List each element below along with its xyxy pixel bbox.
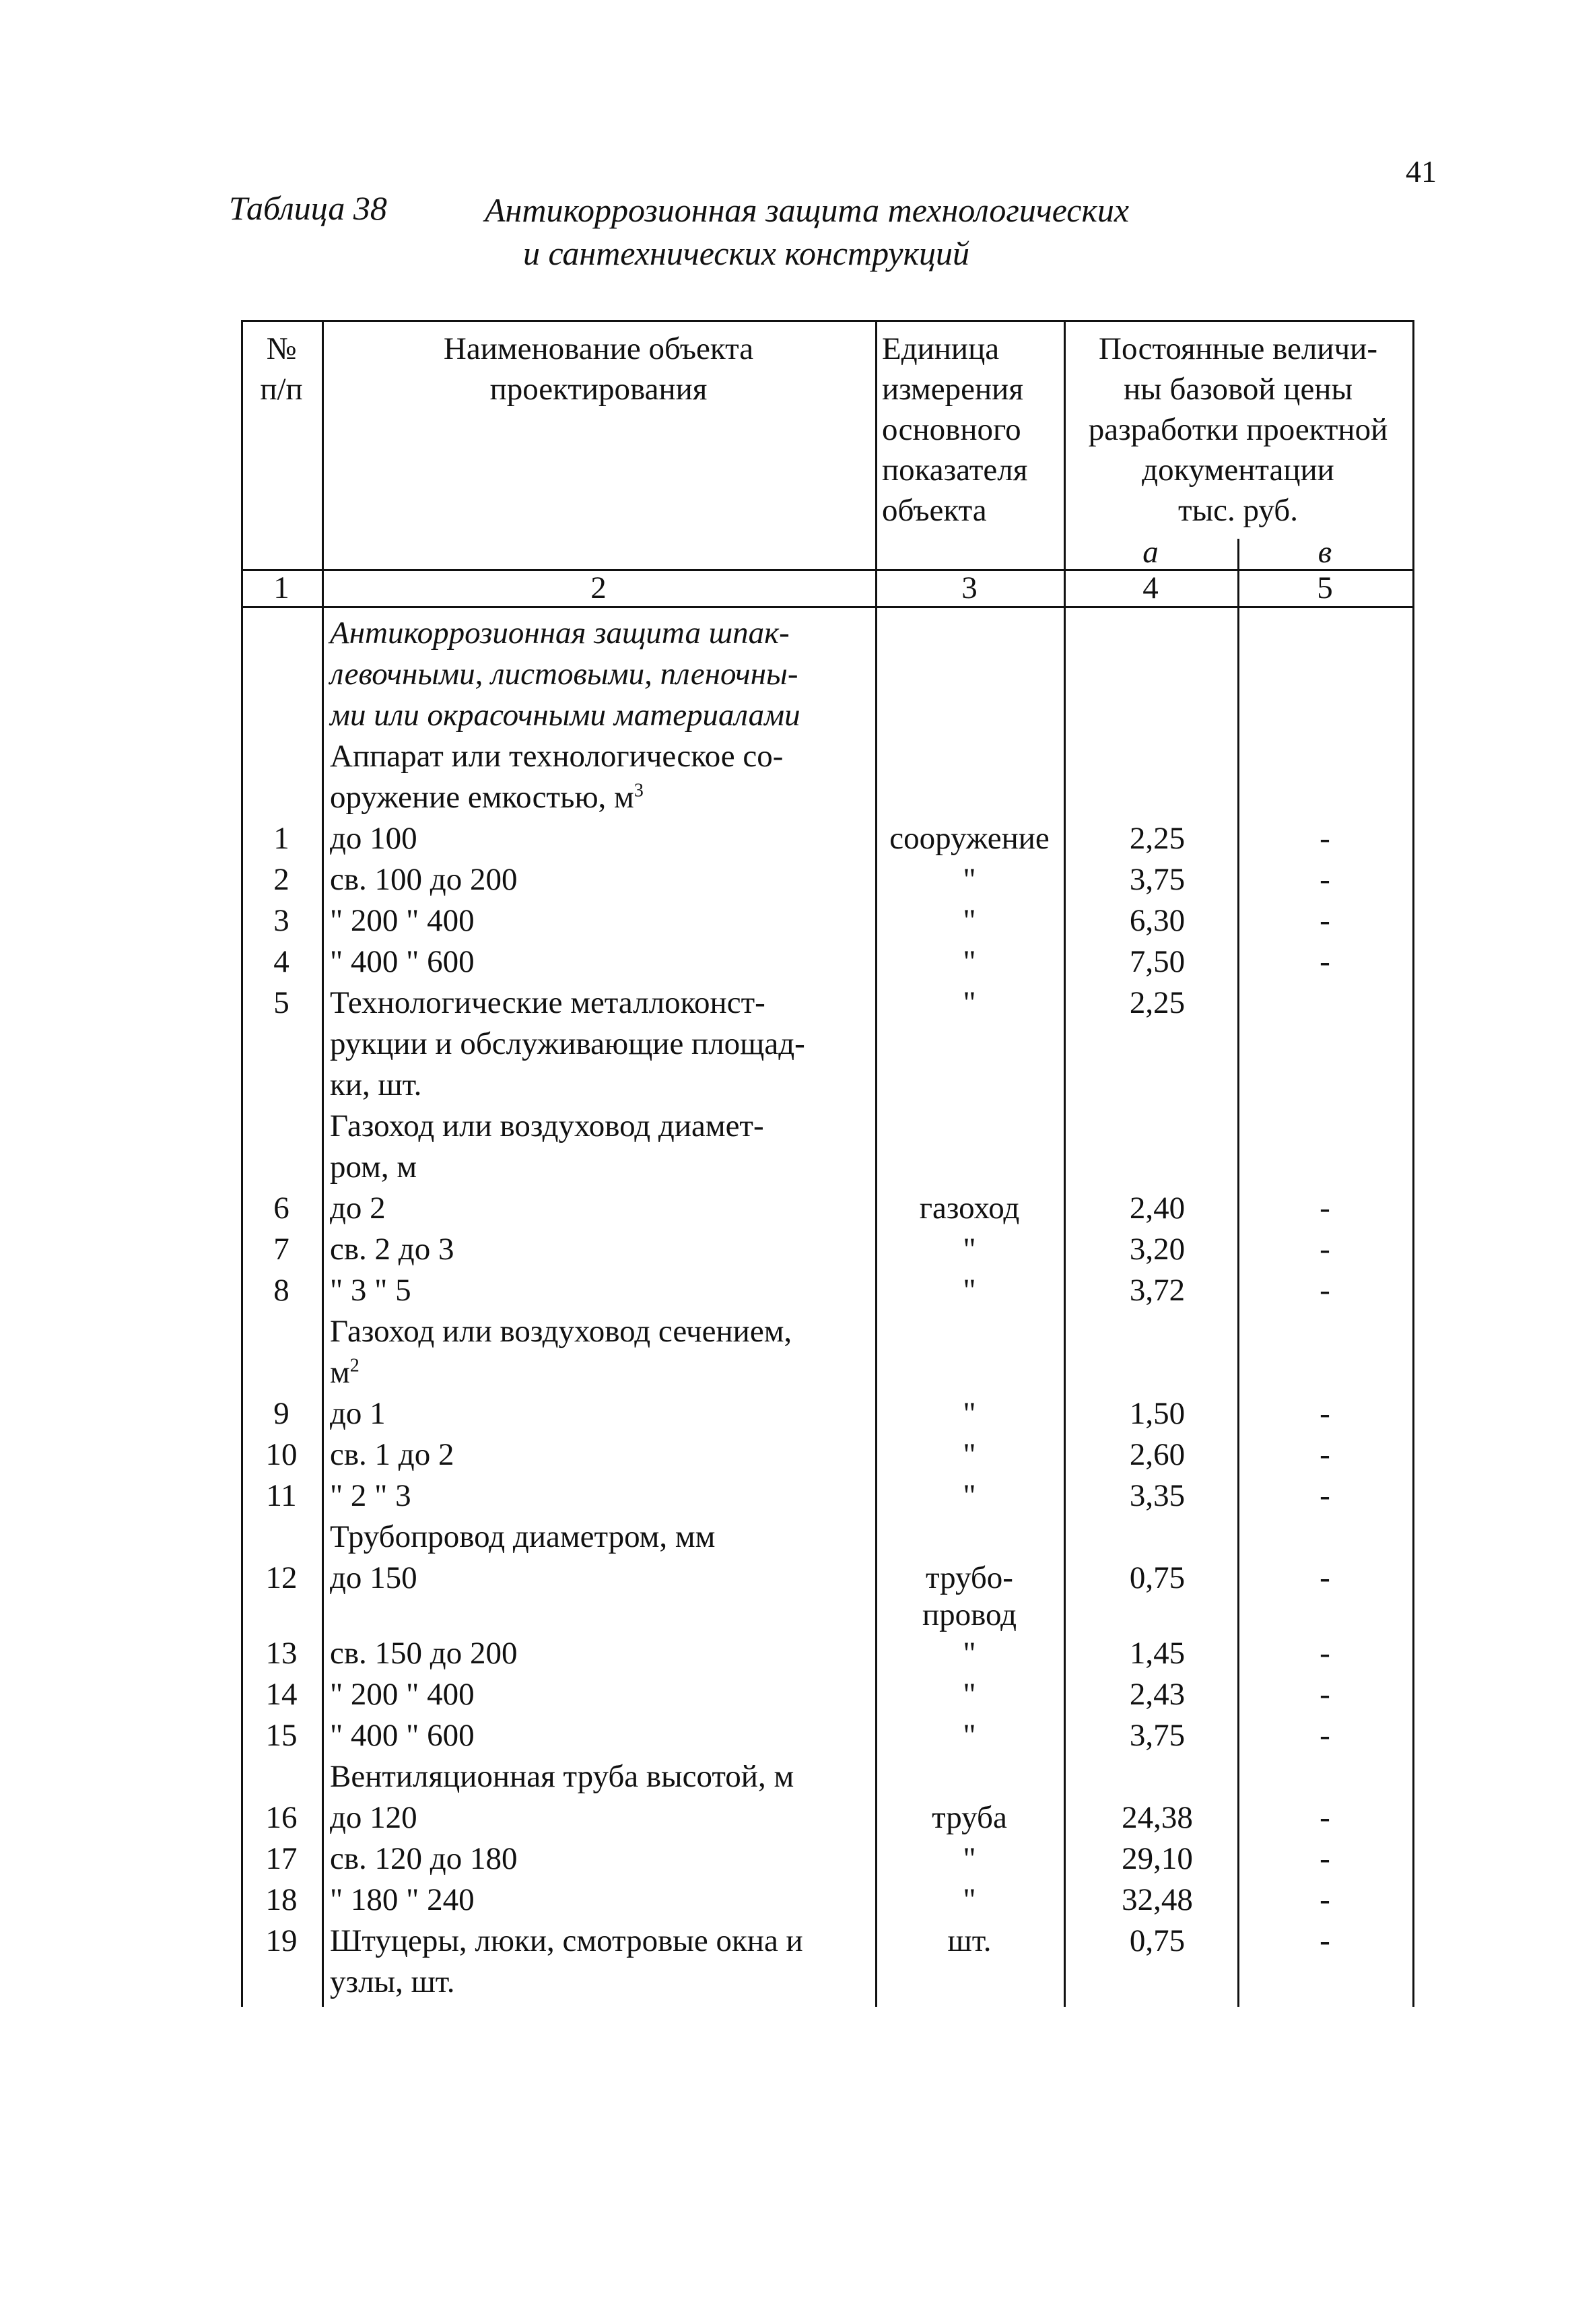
row-name: " 200 " 400 (330, 903, 475, 938)
row-value-a: 2,25 (1129, 985, 1186, 1020)
row-name: " 180 " 240 (330, 1882, 475, 1917)
row-unit: " (963, 1718, 976, 1753)
row-unit: " (963, 1396, 976, 1431)
row-name: " 2 " 3 (330, 1478, 411, 1513)
table-label: Таблица 38 (229, 189, 387, 227)
group-heading: Трубопровод диаметром, мм (330, 1519, 716, 1554)
row-unit: газоход (919, 1191, 1020, 1226)
group-heading: Вентиляционная труба высотой, м (330, 1759, 794, 1794)
row-unit: " (963, 1437, 976, 1472)
row-value-a: 2,60 (1129, 1437, 1186, 1472)
row-name: Технологические металлоконст- (330, 985, 765, 1020)
row-value-a: 2,40 (1129, 1191, 1186, 1226)
group-heading: Аппарат или технологическое со- (330, 739, 784, 774)
header-col-const: ны базовой цены (1123, 372, 1353, 407)
row-value-b: - (1320, 1437, 1330, 1472)
row-value-b: - (1320, 1677, 1330, 1712)
row-value-b: - (1320, 1273, 1330, 1308)
row-name: до 150 (330, 1560, 417, 1595)
row-number: 13 (265, 1636, 298, 1671)
row-value-a: 7,50 (1129, 944, 1186, 979)
row-number: 17 (265, 1841, 298, 1876)
row-value-a: 3,75 (1129, 862, 1186, 897)
row-name: " 200 " 400 (330, 1677, 475, 1712)
row-value-b: - (1320, 1232, 1330, 1267)
section-title: ми или окрасочными материалами (330, 698, 800, 733)
row-value-a: 1,45 (1129, 1636, 1186, 1671)
row-number: 10 (265, 1437, 298, 1472)
header-col-const: тыс. руб. (1178, 493, 1298, 528)
row-number: 9 (273, 1396, 289, 1431)
title-line-1: Антикоррозионная защита технологических (485, 191, 1130, 229)
row-unit: шт. (947, 1923, 992, 1958)
column-number: 3 (961, 570, 978, 605)
header-col-name: проектирования (489, 372, 708, 407)
row-value-a: 2,43 (1129, 1677, 1186, 1712)
row-name: св. 2 до 3 (330, 1232, 454, 1267)
row-unit: сооружение (889, 821, 1050, 856)
group-heading: оружение емкостью, $м^3$ (330, 780, 644, 815)
row-unit: " (963, 944, 976, 979)
row-value-a: 32,48 (1122, 1882, 1193, 1917)
row-unit: " (963, 985, 976, 1020)
column-number: 2 (590, 570, 607, 605)
row-number: 11 (266, 1478, 297, 1513)
row-name: св. 120 до 180 (330, 1841, 518, 1876)
row-value-a: 3,72 (1129, 1273, 1186, 1308)
row-value-a: 3,35 (1129, 1478, 1186, 1513)
header-col-name: Наименование объекта (443, 331, 754, 366)
row-unit: " (963, 1882, 976, 1917)
row-value-a: 29,10 (1122, 1841, 1193, 1876)
row-number: 1 (273, 821, 289, 856)
header-sub-a: а (1142, 535, 1159, 570)
row-name: до 100 (330, 821, 417, 856)
row-name: рукции и обслуживающие площад- (330, 1026, 805, 1061)
group-heading: Газоход или воздуховод сечением, (330, 1314, 792, 1349)
row-name: до 120 (330, 1800, 417, 1835)
row-name: до 1 (330, 1396, 386, 1431)
row-value-b: - (1320, 1191, 1330, 1226)
row-unit: провод (922, 1597, 1017, 1632)
section-title: левочными, листовыми, пленочны- (330, 657, 798, 692)
row-unit: " (963, 1478, 976, 1513)
title-line-2: и сантехнических конструкций (523, 234, 970, 272)
row-number: 5 (273, 985, 289, 1020)
row-name: св. 1 до 2 (330, 1437, 454, 1472)
header-col-const: разработки проектной (1088, 412, 1388, 447)
row-unit: " (963, 1841, 976, 1876)
row-unit: труба (932, 1800, 1007, 1835)
row-value-a: 1,50 (1129, 1396, 1186, 1431)
header-col-no: п/п (260, 372, 303, 407)
row-number: 3 (273, 903, 289, 938)
table-top-border (241, 320, 1412, 322)
header-sub-b: в (1318, 535, 1332, 570)
row-value-b: - (1320, 903, 1330, 938)
row-name: Штуцеры, люки, смотровые окна и (330, 1923, 803, 1958)
column-number: 5 (1317, 570, 1333, 605)
row-unit: трубо- (926, 1560, 1013, 1595)
row-value-a: 2,25 (1129, 821, 1186, 856)
row-name: узлы, шт. (330, 1964, 455, 1999)
row-number: 14 (265, 1677, 298, 1712)
row-number: 4 (273, 944, 289, 979)
row-value-b: - (1320, 1478, 1330, 1513)
row-number: 19 (265, 1923, 298, 1958)
row-value-a: 3,75 (1129, 1718, 1186, 1753)
row-number: 2 (273, 862, 289, 897)
group-heading: $м^2$ (330, 1355, 360, 1390)
row-value-b: - (1320, 1841, 1330, 1876)
header-col-const: Постоянные величи- (1099, 331, 1377, 366)
row-number: 8 (273, 1273, 289, 1308)
header-col-unit: измерения (882, 372, 1023, 407)
row-value-a: 0,75 (1129, 1923, 1186, 1958)
section-title: Антикоррозионная защита шпак- (330, 616, 790, 651)
row-unit: " (963, 862, 976, 897)
row-number: 6 (273, 1191, 289, 1226)
row-name: " 400 " 600 (330, 1718, 475, 1753)
row-name: св. 150 до 200 (330, 1636, 518, 1671)
row-name: св. 100 до 200 (330, 862, 518, 897)
row-value-b: - (1320, 944, 1330, 979)
row-number: 15 (265, 1718, 298, 1753)
row-value-a: 0,75 (1129, 1560, 1186, 1595)
row-value-b: - (1320, 862, 1330, 897)
row-unit: " (963, 1232, 976, 1267)
row-unit: " (963, 1677, 976, 1712)
row-value-b: - (1320, 1560, 1330, 1595)
header-col-unit: Единица (882, 331, 1000, 366)
row-name: " 400 " 600 (330, 944, 475, 979)
row-unit: " (963, 1636, 976, 1671)
row-name: ки, шт. (330, 1067, 422, 1102)
row-number: 7 (273, 1232, 289, 1267)
row-value-b: - (1320, 1882, 1330, 1917)
row-unit: " (963, 903, 976, 938)
table-title (485, 189, 1279, 275)
group-heading: ром, м (330, 1150, 417, 1185)
row-value-a: 24,38 (1122, 1800, 1193, 1835)
header-col-no: № (266, 331, 297, 366)
row-name: " 3 " 5 (330, 1273, 411, 1308)
row-number: 16 (265, 1800, 298, 1835)
group-heading: Газоход или воздуховод диамет- (330, 1108, 764, 1143)
row-value-b: - (1320, 1396, 1330, 1431)
row-value-b: - (1320, 821, 1330, 856)
row-value-b: - (1320, 1800, 1330, 1835)
row-value-b: - (1320, 1923, 1330, 1958)
row-number: 12 (265, 1560, 298, 1595)
row-unit: " (963, 1273, 976, 1308)
page-number: 41 (1406, 154, 1437, 189)
column-number: 4 (1142, 570, 1159, 605)
row-value-a: 3,20 (1129, 1232, 1186, 1267)
row-value-b: - (1320, 1636, 1330, 1671)
header-col-unit: объекта (882, 493, 987, 528)
column-border (1412, 320, 1414, 2007)
row-value-b: - (1320, 1718, 1330, 1753)
column-number: 1 (273, 570, 289, 605)
row-value-a: 6,30 (1129, 903, 1186, 938)
row-number: 18 (265, 1882, 298, 1917)
header-col-unit: основного (882, 412, 1021, 447)
row-name: до 2 (330, 1191, 386, 1226)
header-col-const: документации (1142, 453, 1334, 488)
header-col-unit: показателя (882, 453, 1028, 488)
